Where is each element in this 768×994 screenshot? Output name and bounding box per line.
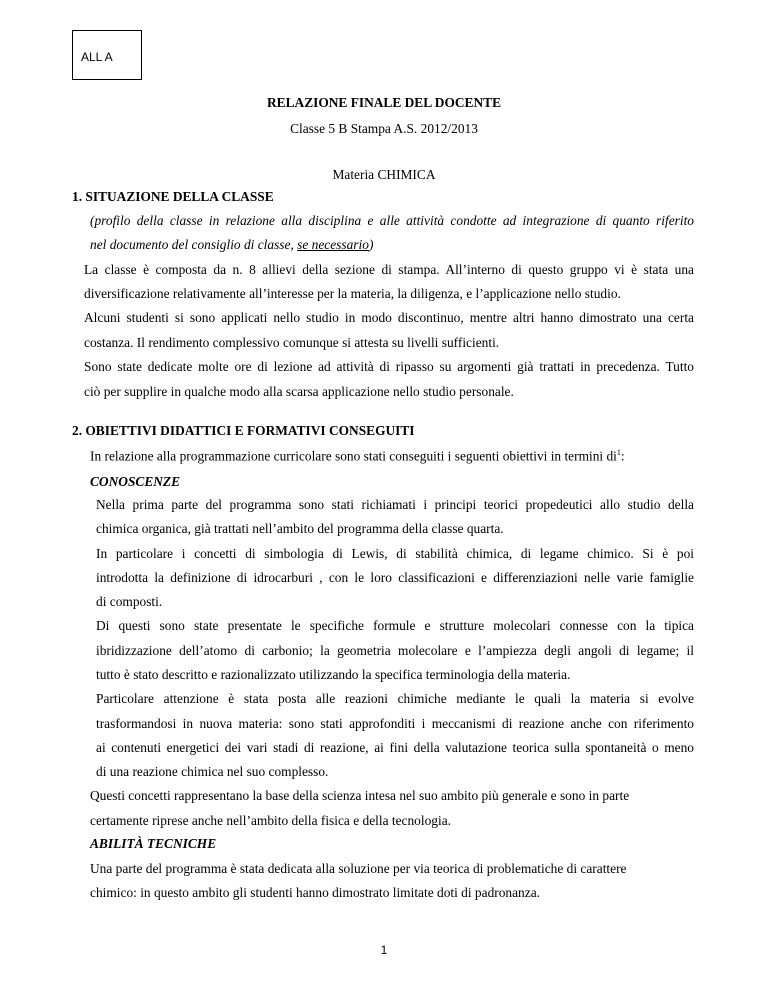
conoscenze-line: Nella prima parte del programma sono stati richiamati i principi teorici propedeutici allo studio della [96,497,694,512]
document-title: RELAZIONE FINALE DEL DOCENTE [266,95,501,110]
conoscenze-line: trasformandosi in nuova materia: sono stati approfonditi i meccanismi di reazione anche con riferimento [96,716,694,731]
section1-line: ciò per supplire in qualche modo alla scarsa applicazione nello studio personale. [84,384,514,399]
conoscenze-line: Particolare attenzione è stata posta alle reazioni chimiche mediante le quali la materia si evolve [96,691,694,706]
section1-line: La classe è composta da n. 8 allievi della sezione di stampa. All’interno di questo gruppo vi è stata una [84,262,694,277]
conoscenze-line: ai contenuti energetici dei vari stadi di reazione, ai fini della valutazione teorica sulla spontaneità o meno [96,740,694,755]
conoscenze-line: In particolare i concetti di simbologia di Lewis, di stabilità chimica, di legame chimico. Si è poi [96,546,694,561]
abilita-line: chimico: in questo ambito gli studenti hanno dimostrato limitate doti di padronanza. [90,885,540,900]
section2-intro: In relazione alla programmazione curricolare sono stati conseguiti i seguenti obiettivi in termini $di^1$: [90,448,625,464]
page-number: 1 [380,943,388,957]
underlined-note: se necessario [297,237,369,252]
section1-note-line1: (profilo della classe in relazione alla disciplina e alle attività condotte ad integrazione di quanto riferito [90,213,694,228]
subject-line: Materia CHIMICA [332,167,436,182]
conoscenze-line: di una reazione chimica nel suo complesso. [96,764,329,779]
conoscenze-line: introdotta la definizione di idrocarburi , con le loro classificazioni e differenziazioni nelle varie famiglie [96,570,694,585]
section2-heading: 2. OBIETTIVI DIDATTICI E FORMATIVI CONSEGUITI [72,423,415,438]
section1-heading: 1. SITUAZIONE DELLA CLASSE [72,189,274,204]
section1-note-line2: nel documento del consiglio di classe, se necessario) [90,237,374,252]
summary-line: certamente riprese anche nell’ambito della fisica e della tecnologia. [90,813,451,828]
section1-line: costanza. Il rendimento complessivo comunque si attesta su livelli sufficienti. [84,335,500,350]
conoscenze-line: chimica organica, già trattati nell’ambito del programma della classe quarta. [96,521,504,536]
abilita-line: Una parte del programma è stata dedicata alla soluzione per via teorica di problematiche di carattere [90,861,627,876]
conoscenze-line: di composti. [96,594,163,609]
summary-line: Questi concetti rappresentano la base della scienza intesa nel suo ambito più generale e sono in parte [90,788,630,803]
conoscenze-line: Di questi sono state presentate le specifiche formule e strutture molecolari connesse con la tipica [96,618,694,633]
footnote-marker: 1 [616,448,621,457]
class-line: Classe 5 B Stampa A.S. 2012/2013 [290,121,478,136]
conoscenze-line: tutto è stato descritto e razionalizzato utilizzando la specifica terminologia della materia. [96,667,571,682]
section1-line: Alcuni studenti si sono applicati nello studio in modo discontinuo, mentre altri hanno dimostrato una certa [84,310,694,325]
conoscenze-heading: CONOSCENZE [90,474,181,489]
conoscenze-line: ibridizzazione dell’atomo di carbonio; la geometria molecolare e l’ampiezza degli angoli di legame; il [96,643,694,658]
section1-line: diversificazione relativamente all’interesse per la materia, la diligenza, e l’applicazione nello studio. [84,286,621,301]
section1-line: Sono state dedicate molte ore di lezione ad attività di ripasso su argomenti già trattati in precedenza. Tutto [84,359,694,374]
abilita-heading: ABILITÀ TECNICHE [90,836,217,851]
attachment-label: ALL A [81,50,113,64]
attachment-label-box [72,30,142,80]
